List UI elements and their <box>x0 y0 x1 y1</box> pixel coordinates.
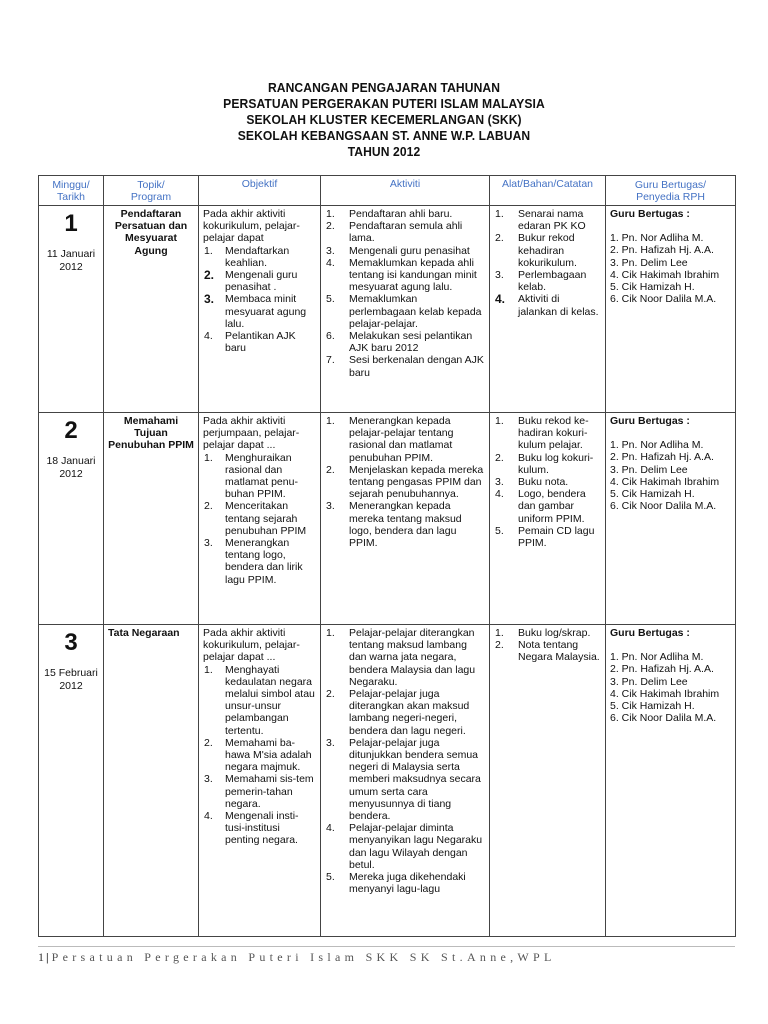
footer-text: Persatuan Pergerakan Puteri Islam SKK SK St.Anne,WPL <box>51 950 556 964</box>
activity-list-number: 5. <box>326 871 335 884</box>
materials-list-item <box>494 525 601 549</box>
topic-cell <box>104 625 199 937</box>
topic-cell <box>104 206 199 413</box>
objective-list-item <box>203 773 316 810</box>
teaching-plan-table <box>38 175 736 937</box>
materials-list-text: Buku rekod ke-hadiran kokuri-kulum pelajar. <box>518 415 589 452</box>
activity-list-item <box>325 293 485 330</box>
objective-list-number: 1. <box>204 451 213 464</box>
materials-list-text: Aktiviti di jalankan di kelas. <box>518 293 599 318</box>
table-row <box>39 625 736 937</box>
col-header-teacher-line1: Guru Bertugas/ <box>634 178 707 191</box>
activity-list-item <box>325 330 485 354</box>
document-title-block <box>0 80 768 160</box>
materials-list-text: Pemain CD lagu PPIM. <box>518 524 595 550</box>
activity-list-item <box>325 500 485 549</box>
activity-list-item <box>325 220 485 244</box>
activity-list-text: Menerangkan kepada mereka tentang maksud logo, bendera dan lagu PPIM. <box>349 500 462 550</box>
materials-list-number: 1. <box>495 208 504 220</box>
week-date: 11 Januari 2012 <box>46 248 96 273</box>
activity-list-number: 6. <box>326 330 335 343</box>
col-header-topic <box>104 176 199 206</box>
materials-list <box>494 627 601 664</box>
objective-list-item <box>203 293 316 330</box>
objective-list-text: Mengenali insti-tusi-institusi penting negara. <box>225 810 299 847</box>
teacher-name: 3. Pn. Delim Lee <box>610 463 688 476</box>
objective-intro: Pada akhir aktiviti perjumpaan, pelajar-pelajar dapat ... <box>203 415 300 452</box>
activity-list-item <box>325 257 485 294</box>
activity-list-item <box>325 627 485 688</box>
teacher-name: 5. Cik Hamizah H. <box>610 281 695 294</box>
activity-list-number: 5. <box>326 293 335 306</box>
week-cell <box>39 625 104 937</box>
col-header-objective: Objektif <box>199 176 321 206</box>
activity-list-text: Menjelaskan kepada mereka tentang pengasas PPIM dan sejarah penubuhannya. <box>349 463 484 501</box>
teacher-heading: Guru Bertugas : <box>610 627 690 639</box>
teacher-name: 6. Cik Noor Dalila M.A. <box>610 500 717 513</box>
col-header-week-line1: Minggu/ <box>52 178 90 191</box>
teacher-name: 3. Pn. Delim Lee <box>610 256 688 269</box>
objective-list-text: Pelantikan AJK baru <box>225 330 296 355</box>
materials-list-number: 2. <box>495 451 504 464</box>
materials-list-text: Logo, bendera dan gambar uniform PPIM. <box>518 488 586 525</box>
title-line-1: RANCANGAN PENGAJARAN TAHUNAN <box>267 80 501 95</box>
materials-list-item <box>494 627 601 639</box>
activity-list-number: 1. <box>326 415 335 427</box>
materials-list-text: Nota tentang Negara Malaysia. <box>518 639 600 664</box>
table-row <box>39 413 736 625</box>
materials-list <box>494 415 601 549</box>
week-number: 2 <box>64 417 78 444</box>
activity-list-item <box>325 245 485 257</box>
activity-list-text: Pendaftaran ahli baru. <box>349 208 453 220</box>
title-line-2: PERSATUAN PERGERAKAN PUTERI ISLAM MALAYSIA <box>223 96 545 111</box>
objective-list-item <box>203 452 316 501</box>
materials-list-number: 3. <box>495 269 504 282</box>
teacher-cell <box>606 206 736 413</box>
materials-list <box>494 208 601 318</box>
activity-list-text: Pelajar-pelajar diterangkan tentang maksud lambang dan warna jata negara, bendera Malaysia dan lagu Negaraku. <box>349 627 476 688</box>
objective-list-item <box>203 245 316 269</box>
teacher-name: 2. Pn. Hafizah Hj. A.A. <box>610 663 714 676</box>
activity-list-number: 3. <box>326 244 335 257</box>
objective-list-item <box>203 330 316 354</box>
materials-cell <box>490 206 606 413</box>
col-header-topic-line1: Topik/ <box>137 178 165 191</box>
teacher-heading: Guru Bertugas : <box>610 415 690 427</box>
materials-list-number: 4. <box>495 488 504 501</box>
week-number: 1 <box>64 210 78 237</box>
objective-list-text: Mengenali guru penasihat . <box>225 269 298 294</box>
col-header-week-line2: Tarikh <box>56 190 85 203</box>
activity-list-text: Sesi berkenalan dengan AJK baru <box>349 354 484 379</box>
footer-separator: | <box>46 950 49 964</box>
activity-list-item <box>325 822 485 871</box>
objective-list-number: 1. <box>204 244 213 257</box>
materials-list-item <box>494 415 601 452</box>
teacher-cell <box>606 625 736 937</box>
col-header-materials: Alat/Bahan/Catatan <box>490 176 606 206</box>
objective-list-text: Menceritakan tentang sejarah penubuhan PPIM <box>225 500 307 537</box>
materials-list-text: Perlembagaan kelab. <box>518 269 587 294</box>
table-row <box>39 206 736 413</box>
materials-list-text: Senarai nama edaran PK KO <box>518 208 586 233</box>
materials-cell <box>490 413 606 625</box>
objective-list-item <box>203 737 316 774</box>
materials-list-item <box>494 232 601 269</box>
objective-list <box>203 664 316 847</box>
activity-list-text: Melakukan sesi pelantikan AJK baru 2012 <box>349 330 473 355</box>
objective-list-item <box>203 500 316 537</box>
col-header-teacher-line2: Penyedia RPH <box>636 190 705 203</box>
teacher-name: 4. Cik Hakimah Ibrahim <box>610 268 720 281</box>
col-header-week <box>39 176 104 206</box>
objective-list <box>203 452 316 586</box>
topic-cell <box>104 413 199 625</box>
objective-list-text: Menerangkan tentang logo, bendera dan lirik lagu PPIM. <box>225 537 303 586</box>
teacher-name: 2. Pn. Hafizah Hj. A.A. <box>610 451 714 464</box>
materials-cell <box>490 625 606 937</box>
materials-list-number: 4. <box>495 292 506 307</box>
teacher-name: 3. Pn. Delim Lee <box>610 675 688 688</box>
teacher-name: 4. Cik Hakimah Ibrahim <box>610 475 720 488</box>
objective-cell <box>199 413 321 625</box>
activity-list-text: Pelajar-pelajar juga diterangkan akan maksud lambang negeri-negeri, bendera dan lagu negeri. <box>349 688 470 737</box>
objective-list-number: 2. <box>204 736 213 749</box>
activity-list-number: 3. <box>326 500 335 513</box>
objective-list-item <box>203 664 316 737</box>
teacher-name: 1. Pn. Nor Adliha M. <box>610 439 704 452</box>
week-cell <box>39 206 104 413</box>
teacher-name: 1. Pn. Nor Adliha M. <box>610 651 704 664</box>
week-date: 18 Januari 2012 <box>46 455 96 480</box>
activity-list-number: 1. <box>326 208 335 220</box>
activity-list-number: 4. <box>326 256 335 269</box>
activity-list <box>325 208 485 379</box>
week-cell <box>39 413 104 625</box>
col-header-topic-line2: Program <box>130 190 172 203</box>
table-header-row <box>39 176 736 206</box>
materials-list-item <box>494 293 601 317</box>
teacher-name: 6. Cik Noor Dalila M.A. <box>610 712 717 725</box>
teacher-name: 6. Cik Noor Dalila M.A. <box>610 293 717 306</box>
activity-list-item <box>325 415 485 464</box>
materials-list-item <box>494 269 601 293</box>
materials-list-number: 2. <box>495 232 504 245</box>
materials-list-item <box>494 639 601 663</box>
materials-list-item <box>494 208 601 232</box>
materials-list-number: 3. <box>495 476 504 489</box>
activity-cell <box>321 413 490 625</box>
activity-list-number: 3. <box>326 736 335 749</box>
activity-list-text: Mengenali guru penasihat <box>349 244 470 257</box>
materials-list-text: Buku log/skrap. <box>518 627 591 639</box>
activity-list-text: Memaklumkan perlembagaan kelab kepada pelajar-pelajar. <box>349 293 482 330</box>
activity-list-text: Menerangkan kepada pelajar-pelajar tentang rasional dan matlamat penubuhan PPIM. <box>349 415 454 464</box>
footer-rule <box>38 946 735 947</box>
col-header-activity: Aktiviti <box>321 176 490 206</box>
teacher-name: 4. Cik Hakimah Ibrahim <box>610 687 720 700</box>
materials-list-text: Buku log kokuri-kulum. <box>518 451 594 476</box>
objective-list-number: 4. <box>204 330 213 343</box>
activity-list-number: 2. <box>326 463 335 476</box>
activity-list-item <box>325 688 485 737</box>
title-line-3: SEKOLAH KLUSTER KECEMERLANGAN (SKK) <box>246 112 522 127</box>
teacher-list <box>610 232 731 305</box>
objective-list-text: Mendaftarkan keahlian. <box>225 244 290 269</box>
teacher-name: 5. Cik Hamizah H. <box>610 700 695 713</box>
objective-list <box>203 245 316 355</box>
activity-list-number: 4. <box>326 822 335 835</box>
teacher-list <box>610 439 731 512</box>
activity-list-number: 2. <box>326 220 335 233</box>
objective-list-number: 3. <box>204 773 213 786</box>
activity-list-text: Mereka juga dikehendaki menyanyi lagu-lagu <box>349 871 466 896</box>
objective-list-item <box>203 810 316 847</box>
objective-list-number: 2. <box>204 268 215 283</box>
materials-list-number: 2. <box>495 639 504 652</box>
teacher-cell <box>606 413 736 625</box>
objective-intro: Pada akhir aktiviti kokurikulum, pelajar-pelajar dapat ... <box>203 627 300 664</box>
activity-list-number: 1. <box>326 627 335 639</box>
activity-list-item <box>325 354 485 378</box>
objective-list-text: Menghuraikan rasional dan matlamat penu-buhan PPIM. <box>225 451 298 501</box>
activity-list-item <box>325 871 485 895</box>
activity-list-text: Pendaftaran semula ahli lama. <box>349 220 463 245</box>
materials-list-number: 1. <box>495 627 504 639</box>
objective-list-number: 4. <box>204 810 213 823</box>
activity-list-text: Pelajar-pelajar diminta menyanyikan lagu Negaraku dan lagu Wilayah dengan betul. <box>349 822 483 871</box>
topic-text: Pendaftaran Persatuan dan Mesyuarat Agung <box>114 208 188 257</box>
week-date: 15 Februari 2012 <box>44 667 98 692</box>
objective-cell <box>199 625 321 937</box>
activity-list <box>325 627 485 895</box>
materials-list-item <box>494 452 601 476</box>
activity-list-text: Pelajar-pelajar juga ditunjukkan bendera semua negeri di Malaysia serta memberi maksudnya secara umum serta cara menyusunnya di tiang bendera. <box>349 736 481 823</box>
objective-list-text: Memahami ba-hawa M'sia adalah negara majmuk. <box>225 736 312 774</box>
objective-list-number: 2. <box>204 500 213 513</box>
activity-list-item <box>325 208 485 220</box>
materials-list-item <box>494 488 601 525</box>
objective-cell <box>199 206 321 413</box>
objective-list-item <box>203 269 316 293</box>
title-line-4: SEKOLAH KEBANGSAAN ST. ANNE W.P. LABUAN <box>237 128 531 143</box>
objective-intro: Pada akhir aktiviti kokurikulum, pelajar-pelajar dapat <box>203 208 300 245</box>
objective-list-text: Menghayati kedaulatan negara melalui simbol atau unsur-unsur pelambangan tertentu. <box>225 663 315 737</box>
materials-list-text: Bukur rekod kehadiran kokurikulum. <box>518 232 577 269</box>
materials-list-number: 1. <box>495 415 504 427</box>
teacher-name: 1. Pn. Nor Adliha M. <box>610 232 704 245</box>
objective-list-text: Membaca minit mesyuarat agung lalu. <box>225 293 307 330</box>
activity-list <box>325 415 485 549</box>
activity-list-text: Memaklumkan kepada ahli tentang isi kandungan minit mesyuarat agung lalu. <box>349 256 477 294</box>
teacher-list <box>610 651 731 724</box>
topic-text: Tata Negaraan <box>108 627 180 639</box>
activity-cell <box>321 206 490 413</box>
col-header-teacher <box>606 176 736 206</box>
page-footer <box>38 946 735 965</box>
topic-text: Memahami Tujuan Penubuhan PPIM <box>108 415 194 452</box>
objective-list-number: 3. <box>204 292 215 307</box>
week-number: 3 <box>64 629 78 656</box>
objective-list-number: 3. <box>204 537 213 550</box>
page-number: 1 <box>38 950 44 964</box>
teacher-name: 2. Pn. Hafizah Hj. A.A. <box>610 244 714 257</box>
title-line-5: TAHUN 2012 <box>347 144 421 159</box>
objective-list-number: 1. <box>204 663 213 676</box>
activity-list-item <box>325 464 485 501</box>
objective-list-text: Memahami sis-tem pemerin-tahan negara. <box>225 773 314 810</box>
objective-list-item <box>203 537 316 586</box>
activity-list-item <box>325 737 485 822</box>
activity-list-number: 2. <box>326 688 335 701</box>
teacher-heading: Guru Bertugas : <box>610 208 690 220</box>
materials-list-number: 5. <box>495 524 504 537</box>
activity-list-number: 7. <box>326 354 335 367</box>
activity-cell <box>321 625 490 937</box>
teacher-name: 5. Cik Hamizah H. <box>610 488 695 501</box>
materials-list-item <box>494 476 601 488</box>
materials-list-text: Buku nota. <box>518 476 569 489</box>
